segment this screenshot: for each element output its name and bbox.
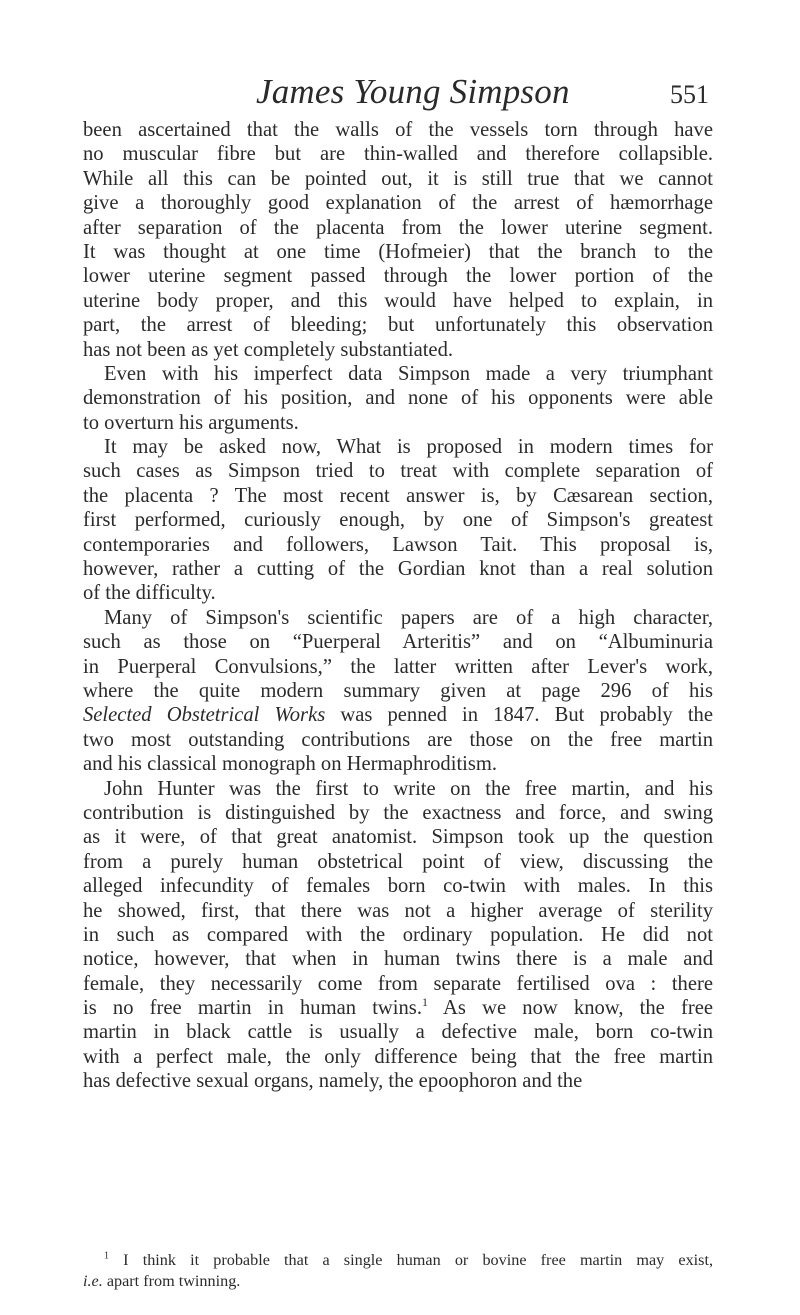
footnote-number: 1: [104, 1250, 109, 1262]
text-line: been ascertained that the walls of the vessels torn through have: [83, 119, 713, 141]
text-line: has not been as yet completely substantiated.: [83, 338, 454, 361]
footnote-marker[interactable]: 1: [421, 995, 428, 1010]
text-line: from a purely human obstetrical point of view, discussing the: [83, 850, 713, 873]
text-line: While all this can be pointed out, it is still true that we cannot: [83, 167, 713, 190]
footnote-text: apart from twinning.: [102, 1272, 241, 1290]
text-line: give a thoroughly good explanation of the arrest of hæmorrhage: [83, 192, 713, 215]
text-line: part, the arrest of bleeding; but unfortunately this observation: [83, 314, 713, 337]
text-line: in Puerperal Convulsions,” the latter written after Lever's work,: [83, 655, 713, 678]
footnote-line: [83, 1250, 713, 1271]
text-line: John Hunter was the first to write on the free martin, and his: [104, 777, 713, 800]
text-line: where the quite modern summary given at page 296 of his: [83, 679, 713, 702]
text-line: as it were, of that great anatomist. Simpson took up the question: [83, 826, 713, 849]
text-line: two most outstanding contributions are those on the free martin: [83, 728, 713, 751]
text-line: such cases as Simpson tried to treat with complete separation of: [83, 460, 713, 483]
text-line: contemporaries and followers, Lawson Tait. This proposal is,: [83, 533, 713, 556]
text-line: uterine body proper, and this would have helped to explain, in: [83, 289, 713, 312]
text-line: Even with his imperfect data Simpson made a very triumphant: [104, 362, 713, 385]
text-line: has defective sexual organs, namely, the epoophoron and the: [83, 1070, 583, 1093]
text-line: martin in black cattle is usually a defective male, born co-twin: [83, 1021, 713, 1044]
text-line: [83, 996, 713, 1020]
text-line: alleged infecundity of females born co-twin with males. In this: [83, 875, 713, 898]
text-line: with a perfect male, the only difference being that the free martin: [83, 1045, 713, 1068]
text-line: Many of Simpson's scientific papers are of a high character,: [104, 606, 713, 629]
text-line: no muscular fibre but are thin-walled and therefore collapsible.: [83, 143, 713, 166]
footnote-text: I think it probable that a single human or bovine free martin may exist,: [123, 1251, 713, 1269]
text-line: in such as compared with the ordinary population. He did not: [83, 923, 713, 946]
text-line: however, rather a cutting of the Gordian knot than a real solution: [83, 558, 713, 581]
text-line: notice, however, that when in human twins there is a male and: [83, 948, 713, 971]
footnotes: [83, 1250, 713, 1292]
book-title: Selected Obstetrical Works: [83, 704, 326, 727]
text-line: first performed, curiously enough, by one of Simpson's greatest: [83, 509, 713, 532]
text-line: he showed, first, that there was not a higher average of sterility: [83, 899, 713, 922]
text-line: female, they necessarily come from separate fertilised ova : there: [83, 972, 713, 995]
text-line: after separation of the placenta from the lower uterine segment.: [83, 216, 713, 239]
text-line: such as those on “Puerperal Arteritis” and on “Albuminuria: [83, 631, 713, 654]
running-title: James Young Simpson: [256, 72, 570, 111]
text-line: demonstration of his position, and none of his opponents were able: [83, 387, 713, 410]
text-line: It was thought at one time (Hofmeier) that the branch to the: [83, 240, 713, 263]
text-line: to overturn his arguments.: [83, 411, 299, 434]
page-number: 551: [670, 80, 709, 109]
text-line: It may be asked now, What is proposed in modern times for: [104, 436, 713, 459]
text-line-end: As we now know, the free: [427, 997, 713, 1020]
running-head: [0, 72, 800, 112]
footnote-abbrev: i.e.: [83, 1272, 103, 1290]
body-text: [83, 118, 713, 1094]
footnote-line: [83, 1271, 713, 1292]
text-line: and his classical monograph on Hermaphroditism.: [83, 753, 498, 776]
text-line: Selected Obstetrical Works was penned in 1847. But probably the: [83, 704, 713, 727]
text-line-start: is no free martin in human twins.: [83, 997, 422, 1020]
text-line: the placenta ? The most recent answer is, by Cæsarean section,: [83, 484, 713, 507]
text-line: contribution is distinguished by the exactness and force, and swing: [83, 801, 713, 824]
text-line: lower uterine segment passed through the lower portion of the: [83, 265, 713, 288]
text-line: of the difficulty.: [83, 582, 216, 605]
